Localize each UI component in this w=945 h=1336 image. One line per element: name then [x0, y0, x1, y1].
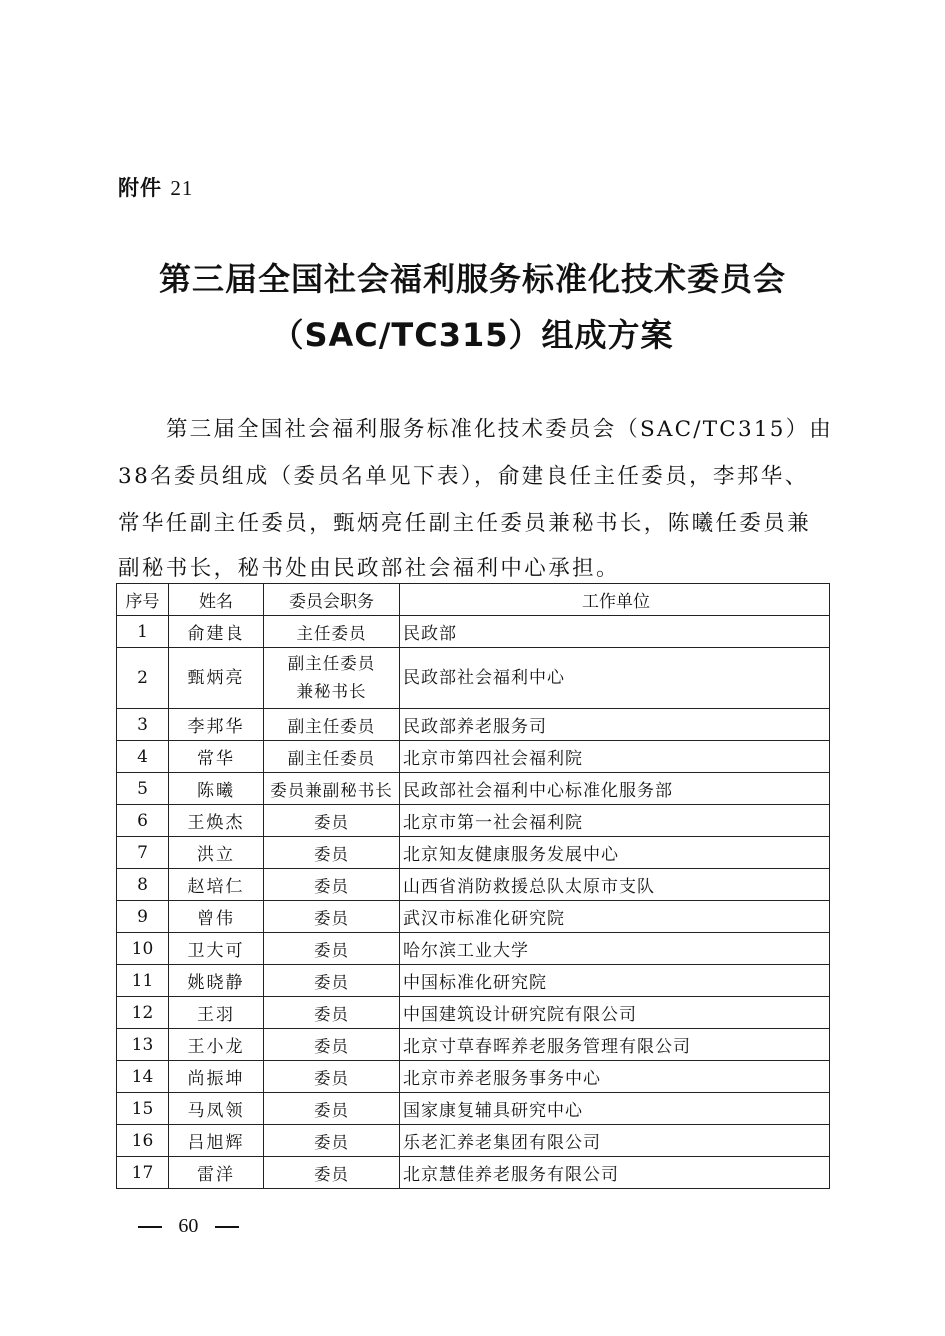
cell-seq: 1 [117, 616, 169, 648]
cell-name: 姚晓静 [169, 965, 264, 997]
cell-unit: 北京市第一社会福利院 [400, 805, 830, 837]
cell-unit: 民政部 [400, 616, 830, 648]
cell-position: 委员 [264, 1061, 400, 1093]
cell-name: 卫大可 [169, 933, 264, 965]
header-name: 姓名 [169, 584, 264, 616]
cell-unit: 山西省消防救援总队太原市支队 [400, 869, 830, 901]
cell-position-line-2: 兼秘书长 [296, 682, 367, 701]
cell-position: 委员 [264, 1157, 400, 1189]
table-row [117, 1093, 830, 1125]
members-table [116, 583, 830, 1189]
cell-name: 尚振坤 [169, 1061, 264, 1093]
cell-position [264, 648, 400, 709]
table-row [117, 933, 830, 965]
cell-name: 甄炳亮 [169, 648, 264, 709]
cell-seq: 11 [117, 965, 169, 997]
document-title-line-2: （SAC/TC315）组成方案 [271, 316, 674, 354]
header-seq: 序号 [117, 584, 169, 616]
cell-unit: 北京知友健康服务发展中心 [400, 837, 830, 869]
cell-seq: 12 [117, 997, 169, 1029]
cell-seq: 5 [117, 773, 169, 805]
table-row [117, 1125, 830, 1157]
cell-seq: 4 [117, 741, 169, 773]
cell-position: 副主任委员 [264, 709, 400, 741]
cell-seq: 15 [117, 1093, 169, 1125]
cell-unit: 北京寸草春晖养老服务管理有限公司 [400, 1029, 830, 1061]
cell-name: 王羽 [169, 997, 264, 1029]
page-footer [138, 1213, 239, 1238]
table-row [117, 1029, 830, 1061]
cell-seq: 9 [117, 901, 169, 933]
cell-unit: 民政部社会福利中心标准化服务部 [400, 773, 830, 805]
cell-name: 洪立 [169, 837, 264, 869]
cell-position: 委员 [264, 1093, 400, 1125]
cell-name: 马凤领 [169, 1093, 264, 1125]
cell-unit: 民政部养老服务司 [400, 709, 830, 741]
cell-position: 委员 [264, 1125, 400, 1157]
cell-name: 陈曦 [169, 773, 264, 805]
cell-seq: 2 [117, 648, 169, 709]
cell-position: 委员 [264, 997, 400, 1029]
table-row [117, 709, 830, 741]
intro-paragraph-line-3: 常华任副主任委员，甄炳亮任副主任委员兼秘书长，陈曦任委员兼 [118, 511, 812, 536]
attachment-text: 附件 [118, 176, 162, 200]
cell-seq: 17 [117, 1157, 169, 1189]
cell-name: 常华 [169, 741, 264, 773]
table-row [117, 741, 830, 773]
cell-unit: 武汉市标准化研究院 [400, 901, 830, 933]
cell-position: 委员 [264, 933, 400, 965]
cell-position: 委员 [264, 805, 400, 837]
header-position: 委员会职务 [264, 584, 400, 616]
header-unit: 工作单位 [400, 584, 830, 616]
cell-position: 委员 [264, 965, 400, 997]
cell-seq: 16 [117, 1125, 169, 1157]
cell-name: 吕旭辉 [169, 1125, 264, 1157]
cell-unit: 民政部社会福利中心 [400, 648, 830, 709]
cell-unit: 哈尔滨工业大学 [400, 933, 830, 965]
table-header-row [117, 584, 830, 616]
cell-position: 委员 [264, 837, 400, 869]
cell-name: 雷洋 [169, 1157, 264, 1189]
intro-paragraph-line-2: 38名委员组成（委员名单见下表），俞建良任主任委员，李邦华、 [118, 464, 809, 489]
table-row [117, 805, 830, 837]
cell-name: 俞建良 [169, 616, 264, 648]
cell-seq: 13 [117, 1029, 169, 1061]
table-row [117, 648, 830, 709]
cell-position: 委员 [264, 901, 400, 933]
attachment-label [118, 172, 193, 202]
table-row [117, 901, 830, 933]
cell-position: 主任委员 [264, 616, 400, 648]
cell-unit: 中国标准化研究院 [400, 965, 830, 997]
attachment-number: 21 [170, 176, 194, 200]
cell-name: 李邦华 [169, 709, 264, 741]
cell-unit: 北京市第四社会福利院 [400, 741, 830, 773]
cell-seq: 7 [117, 837, 169, 869]
table-body [117, 616, 830, 1189]
cell-seq: 14 [117, 1061, 169, 1093]
cell-position: 委员 [264, 869, 400, 901]
cell-unit: 中国建筑设计研究院有限公司 [400, 997, 830, 1029]
table-row [117, 1157, 830, 1189]
cell-name: 王焕杰 [169, 805, 264, 837]
cell-seq: 10 [117, 933, 169, 965]
cell-seq: 8 [117, 869, 169, 901]
table-row [117, 1061, 830, 1093]
table-row [117, 869, 830, 901]
cell-seq: 3 [117, 709, 169, 741]
page-number: 60 [178, 1215, 199, 1237]
cell-position: 委员兼副秘书长 [264, 773, 400, 805]
footer-dash-right [215, 1226, 239, 1228]
table-row [117, 997, 830, 1029]
intro-paragraph-line-1: 第三届全国社会福利服务标准化技术委员会（SAC/TC315）由 [166, 417, 833, 442]
footer-dash-left [138, 1226, 162, 1228]
table-row [117, 965, 830, 997]
cell-unit: 国家康复辅具研究中心 [400, 1093, 830, 1125]
cell-name: 王小龙 [169, 1029, 264, 1061]
document-title-line-1: 第三届全国社会福利服务标准化技术委员会 [158, 260, 786, 298]
cell-name: 赵培仁 [169, 869, 264, 901]
table-row [117, 773, 830, 805]
cell-unit: 北京慧佳养老服务有限公司 [400, 1157, 830, 1189]
table-row [117, 837, 830, 869]
cell-position-line-1: 副主任委员 [287, 654, 376, 673]
cell-name: 曾伟 [169, 901, 264, 933]
table-row [117, 616, 830, 648]
cell-unit: 乐老汇养老集团有限公司 [400, 1125, 830, 1157]
intro-paragraph-line-4: 副秘书长，秘书处由民政部社会福利中心承担。 [118, 556, 620, 581]
cell-position: 委员 [264, 1029, 400, 1061]
cell-unit: 北京市养老服务事务中心 [400, 1061, 830, 1093]
cell-position: 副主任委员 [264, 741, 400, 773]
cell-seq: 6 [117, 805, 169, 837]
